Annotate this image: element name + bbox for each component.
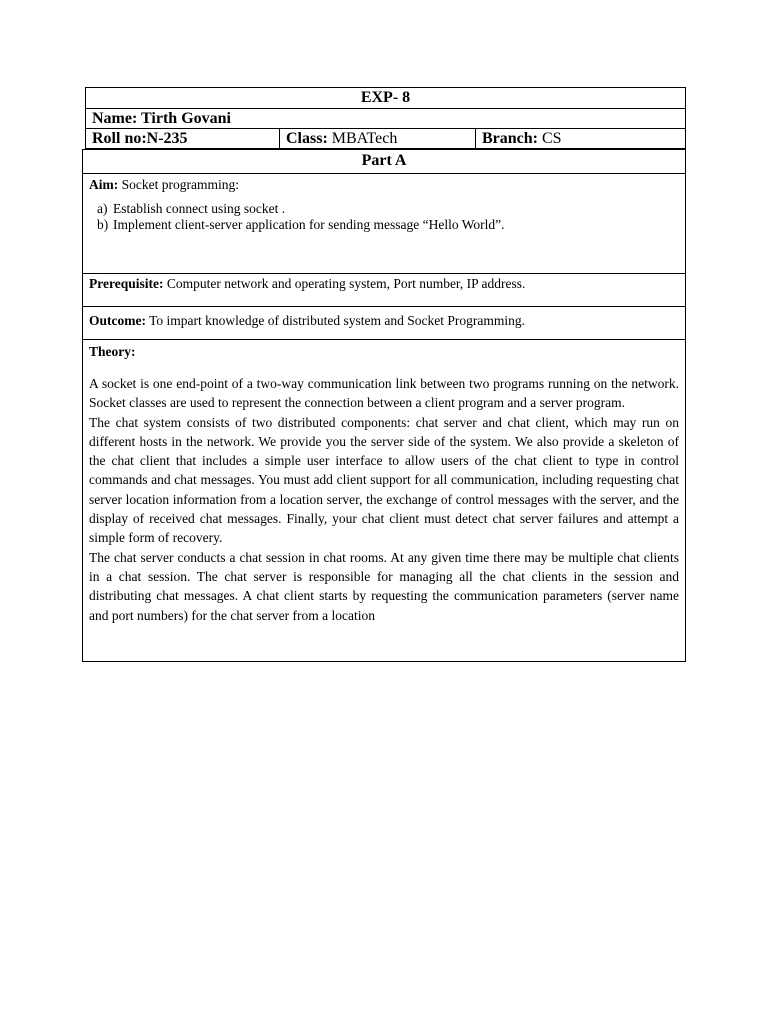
- theory-paragraph: The chat system consists of two distributed components: chat server and chat client, which may run on different hosts in the network. We provide you the server side of the system. We also provide a skeleton of the chat client that includes a simple user interface to allow users of the chat client to type in control commands and chat messages. You must add client support for all communication, including requesting chat server location information from a location server, the exchange of control messages with the server, and the display of received chat messages. Finally, your chat client must detect chat server failures and attempt a simple form of recovery.: [89, 414, 679, 546]
- name-label: Name:: [92, 110, 138, 127]
- header-table: [85, 87, 686, 149]
- name-value: Tirth Govani: [141, 110, 231, 127]
- list-item-text: Establish connect using socket .: [113, 201, 286, 216]
- list-item: [97, 217, 679, 233]
- list-item: [97, 201, 679, 217]
- outcome-label: Outcome:: [89, 313, 146, 328]
- theory-paragraph: A socket is one end-point of a two-way communication link between two programs running on the network. Socket classes are used to represent the connection between a client program and a server program.: [89, 376, 679, 411]
- name-row: [86, 109, 685, 129]
- branch-label: Branch:: [482, 130, 538, 147]
- list-marker: b): [97, 217, 109, 232]
- aim-label: Aim:: [89, 177, 119, 192]
- theory-label: Theory:: [89, 344, 136, 359]
- class-label: Class:: [286, 130, 328, 147]
- aim-list: [89, 201, 679, 233]
- aim-text: Socket programming:: [121, 177, 239, 192]
- roll-number: Roll no:N-235: [92, 130, 188, 147]
- exp-title: EXP- 8: [86, 88, 685, 109]
- theory-paragraph: The chat server conducts a chat session in chat rooms. At any given time there may be multiple chat clients in a chat session. The chat server is responsible for managing all the chat clients in the session and distributing chat messages. A chat client starts by requesting the communication parameters (server name and port numbers) for the chat server from a location: [89, 549, 679, 623]
- prerequisite-section: [83, 274, 685, 307]
- branch-cell: [476, 129, 685, 150]
- aim-section: [83, 174, 685, 274]
- part-title: Part A: [83, 150, 685, 174]
- outcome-section: [83, 307, 685, 340]
- roll-cell: [86, 129, 280, 150]
- list-marker: a): [97, 201, 108, 216]
- branch-value: CS: [542, 130, 562, 147]
- prerequisite-text: Computer network and operating system, Port number, IP address.: [166, 276, 526, 291]
- class-value: MBATech: [331, 130, 398, 147]
- content-table: [82, 149, 686, 662]
- info-row: [86, 129, 685, 150]
- class-cell: [280, 129, 476, 150]
- theory-section: [83, 340, 685, 661]
- list-item-text: Implement client-server application for sending message “Hello World”.: [113, 217, 505, 232]
- prerequisite-label: Prerequisite:: [89, 276, 164, 291]
- outcome-text: To impart knowledge of distributed system and Socket Programming.: [149, 313, 525, 328]
